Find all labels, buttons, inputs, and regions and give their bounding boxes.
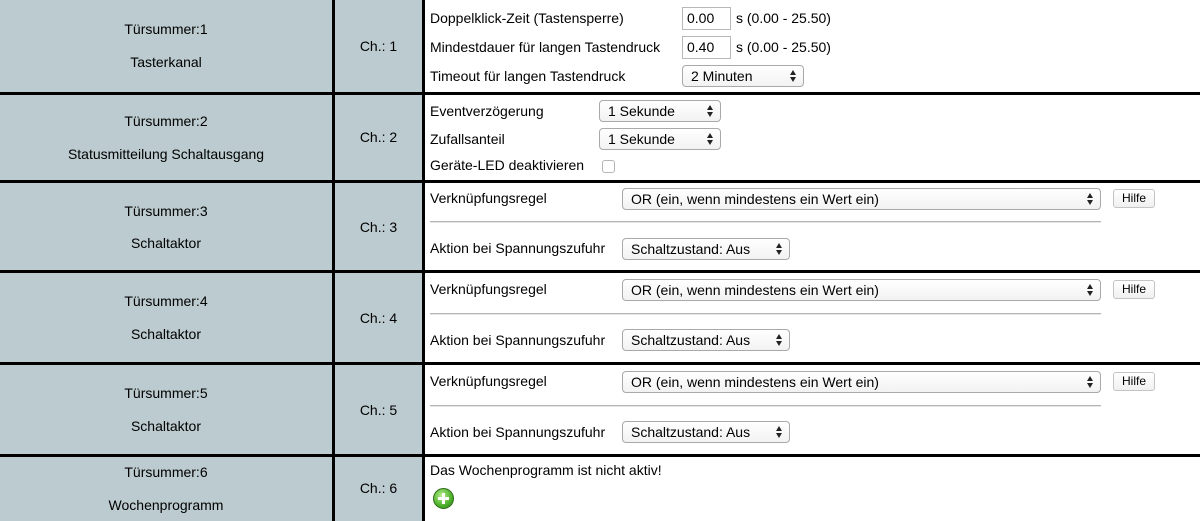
chevron-updown-icon <box>1087 375 1094 389</box>
select-value: Schaltzustand: Aus <box>631 241 751 257</box>
select-value: OR (ein, wenn mindestens ein Wert ein) <box>631 282 879 298</box>
event-delay-label: Eventverzögerung <box>430 103 544 119</box>
plus-circle-icon[interactable] <box>433 488 454 509</box>
help-button[interactable]: Hilfe <box>1113 280 1155 299</box>
channel-type: Statusmitteilung Schaltausgang <box>67 146 265 162</box>
chevron-updown-icon <box>776 425 783 439</box>
select-value: 2 Minuten <box>691 68 753 84</box>
logic-select[interactable] <box>622 188 1101 210</box>
channel-type: Schaltaktor <box>130 235 202 251</box>
divider <box>430 313 1101 315</box>
channel-number: Ch.: 5 <box>359 402 398 418</box>
power-select[interactable] <box>622 238 790 260</box>
channel-number: Ch.: 1 <box>359 38 398 54</box>
doubleclick-label: Doppelklick-Zeit (Tastensperre) <box>430 10 624 26</box>
led-checkbox[interactable] <box>602 160 615 173</box>
channel-settings-cell <box>425 273 1200 362</box>
logic-label: Verknüpfungsregel <box>430 190 547 206</box>
channel-name: Türsummer:4 <box>124 293 208 309</box>
power-label: Aktion bei Spannungszufuhr <box>430 240 606 256</box>
led-label: Geräte-LED deaktivieren <box>430 157 585 173</box>
channel-settings-cell <box>425 457 1200 521</box>
help-button[interactable]: Hilfe <box>1113 189 1155 208</box>
chevron-updown-icon <box>1087 283 1094 297</box>
channel-type: Tasterkanal <box>130 54 202 70</box>
chevron-updown-icon <box>707 104 714 118</box>
channel-number-cell <box>335 457 422 521</box>
longpress-min-field[interactable]: 0.40 <box>682 36 731 59</box>
channel-row-1 <box>0 0 1200 92</box>
channel-name: Türsummer:2 <box>124 113 208 129</box>
longpress-min-range: s (0.00 - 25.50) <box>736 39 831 55</box>
channel-row-5 <box>0 365 1200 454</box>
channel-name-cell <box>0 365 332 454</box>
channel-number-cell <box>335 273 422 362</box>
logic-label: Verknüpfungsregel <box>430 281 547 297</box>
channel-row-4 <box>0 273 1200 362</box>
channel-name: Türsummer:3 <box>124 203 208 219</box>
channel-name-cell <box>0 273 332 362</box>
logic-select[interactable] <box>622 279 1101 301</box>
channel-number-cell <box>335 95 422 180</box>
select-value: 1 Sekunde <box>608 103 675 119</box>
select-value: OR (ein, wenn mindestens ein Wert ein) <box>631 191 879 207</box>
channel-name-cell <box>0 95 332 180</box>
longpress-timeout-select[interactable] <box>682 65 804 87</box>
longpress-min-label: Mindestdauer für langen Tastendruck <box>430 39 661 55</box>
channel-type: Schaltaktor <box>130 326 202 342</box>
channel-number-cell <box>335 183 422 270</box>
power-select[interactable] <box>622 421 790 443</box>
channel-row-2 <box>0 95 1200 180</box>
channel-name: Türsummer:1 <box>124 21 208 37</box>
power-select[interactable] <box>622 329 790 351</box>
channel-type: Wochenprogramm <box>108 497 224 513</box>
channel-type: Schaltaktor <box>130 418 202 434</box>
channel-settings-cell <box>425 95 1200 180</box>
divider <box>430 405 1101 407</box>
channel-name: Türsummer:5 <box>124 385 208 401</box>
select-value: OR (ein, wenn mindestens ein Wert ein) <box>631 374 879 390</box>
channel-settings-cell <box>425 0 1200 92</box>
channel-name: Türsummer:6 <box>124 464 208 480</box>
channel-row-3 <box>0 183 1200 270</box>
chevron-updown-icon <box>790 69 797 83</box>
select-value: Schaltzustand: Aus <box>631 424 751 440</box>
channel-name-cell <box>0 183 332 270</box>
weekly-program-status: Das Wochenprogramm ist nicht aktiv! <box>430 462 662 478</box>
channel-name-cell <box>0 457 332 521</box>
channel-number: Ch.: 2 <box>359 129 398 145</box>
channel-number-cell <box>335 0 422 92</box>
logic-label: Verknüpfungsregel <box>430 373 547 389</box>
doubleclick-range: s (0.00 - 25.50) <box>736 10 831 26</box>
logic-select[interactable] <box>622 371 1101 393</box>
select-value: 1 Sekunde <box>608 131 675 147</box>
random-select[interactable] <box>599 128 721 150</box>
event-delay-select[interactable] <box>599 100 721 122</box>
channel-settings-cell <box>425 365 1200 454</box>
chevron-updown-icon <box>776 242 783 256</box>
chevron-updown-icon <box>707 132 714 146</box>
chevron-updown-icon <box>1087 192 1094 206</box>
divider <box>430 221 1101 223</box>
channel-row-6 <box>0 457 1200 521</box>
channel-number: Ch.: 6 <box>359 480 398 496</box>
help-button[interactable]: Hilfe <box>1113 372 1155 391</box>
power-label: Aktion bei Spannungszufuhr <box>430 332 606 348</box>
channel-name-cell <box>0 0 332 92</box>
channel-number-cell <box>335 365 422 454</box>
chevron-updown-icon <box>776 333 783 347</box>
longpress-timeout-label: Timeout für langen Tastendruck <box>430 68 626 84</box>
channel-number: Ch.: 3 <box>359 219 398 235</box>
channel-settings-cell <box>425 183 1200 270</box>
channel-number: Ch.: 4 <box>359 310 398 326</box>
select-value: Schaltzustand: Aus <box>631 332 751 348</box>
random-label: Zufallsanteil <box>430 131 505 147</box>
doubleclick-field[interactable]: 0.00 <box>682 7 731 30</box>
power-label: Aktion bei Spannungszufuhr <box>430 424 606 440</box>
